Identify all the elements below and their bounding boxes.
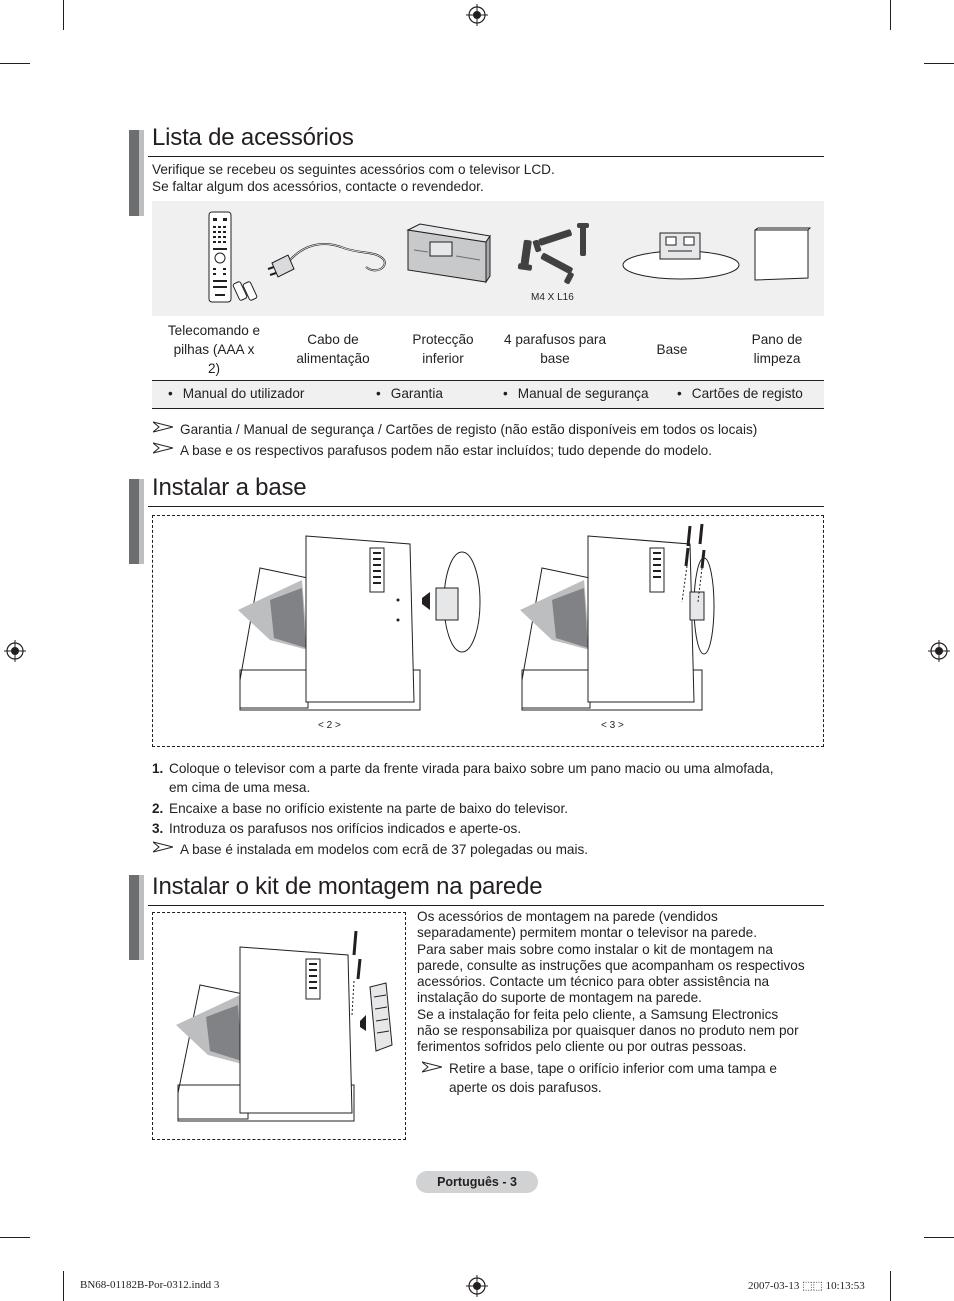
accessory-label: Cabo de alimentação xyxy=(296,332,370,366)
table-rule xyxy=(152,380,824,381)
section-rule xyxy=(148,506,824,507)
power-cord-icon xyxy=(266,225,391,285)
accessory-label: Protecção inferior xyxy=(412,332,474,366)
document-item: • Cartões de registo xyxy=(677,386,803,401)
timestamp-slug: 2007-03-13 ⬚⬚ 10:13:53 xyxy=(748,1280,865,1292)
figure-label: < 3 > xyxy=(601,720,624,731)
note-line: Retire a base, tape o orifício inferior com uma tampa e aperte os dois parafusos. xyxy=(449,1059,777,1097)
document-item: • Garantia xyxy=(376,386,443,401)
note-arrow-icon xyxy=(153,841,173,853)
section-bar xyxy=(129,479,144,564)
registration-mark-icon xyxy=(4,640,26,662)
accessories-intro-line: Verifique se recebeu os seguintes acessórios com o televisor LCD. xyxy=(152,162,555,177)
note-line: A base é instalada em modelos com ecrã de 37 polegadas ou mais. xyxy=(180,841,588,858)
crop-mark xyxy=(890,1271,891,1301)
section-rule xyxy=(148,156,824,157)
remote-control-icon xyxy=(205,210,260,305)
stand-steps xyxy=(152,759,824,838)
step-item: 3. Introduza os parafusos nos orifícios indicados e aperte-os. xyxy=(152,821,522,836)
registration-mark-icon xyxy=(466,4,488,26)
crop-mark xyxy=(924,63,954,64)
file-slug: BN68-01182B-Por-0312.indd 3 xyxy=(80,1279,220,1291)
accessory-label: Pano de limpeza xyxy=(751,332,803,366)
crop-mark xyxy=(890,0,891,30)
wall-mount-text: Os acessórios de montagem na parede (vendidos separadamente) permitem montar o televisor na parede. Para saber mais sobre como instalar o kit de montagem na parede, consulte as instruções que acompanham os respectivos acessórios. Contacte um técnico para obter assistência na instalação do suporte de montagem na parede. Se a instalação for feita pelo cliente, a Samsung Electronics não se responsabiliza por quaisquer danos no produto nem por ferimentos sofridos pelo cliente ou por outras pessoas. xyxy=(417,909,805,1055)
accessory-label: Telecomando e pilhas (AAA x 2) xyxy=(167,322,261,376)
registration-mark-icon xyxy=(928,640,950,662)
wall-mount-illustration xyxy=(170,925,400,1125)
step-item: 1. Coloque o televisor com a parte da frente virada para baixo sobre um pano macio ou uma almofada, em cima de uma mesa. xyxy=(152,761,774,795)
figure-label: < 2 > xyxy=(318,720,341,731)
cleaning-cloth-icon xyxy=(750,226,812,284)
section-bar xyxy=(129,130,144,216)
stand-illustration-step-3 xyxy=(512,522,752,714)
crop-mark xyxy=(0,63,30,64)
accessory-label: Base xyxy=(656,341,688,357)
crop-mark xyxy=(0,1237,30,1238)
section-title-wall-mount: Instalar o kit de montagem na parede xyxy=(152,873,543,900)
screw-spec-label: M4 X L16 xyxy=(531,292,574,303)
note-line: A base e os respectivos parafusos podem não estar incluídos; tudo depende do modelo. xyxy=(180,442,712,459)
note-line: Garantia / Manual de segurança / Cartões de registo (não estão disponíveis em todos os locais) xyxy=(180,421,757,438)
crop-mark xyxy=(63,0,64,30)
section-title-accessories: Lista de acessórios xyxy=(152,124,354,151)
section-rule xyxy=(148,905,824,906)
accessory-label: 4 parafusos para base xyxy=(503,332,607,366)
stand-illustration-step-2 xyxy=(230,530,490,715)
note-arrow-icon xyxy=(422,1061,442,1073)
document-item: • Manual de segurança xyxy=(503,386,649,401)
table-rule xyxy=(152,408,824,409)
accessories-intro-line: Se faltar algum dos acessórios, contacte o revendedor. xyxy=(152,179,484,194)
screws-icon xyxy=(512,220,594,288)
note-arrow-icon xyxy=(153,421,173,433)
registration-mark-icon xyxy=(466,1275,488,1297)
document-item: • Manual do utilizador xyxy=(168,386,305,401)
bottom-cover-icon xyxy=(400,220,492,290)
page-number-badge: Português - 3 xyxy=(416,1171,538,1193)
crop-mark xyxy=(63,1271,64,1301)
section-bar xyxy=(129,875,144,960)
stand-base-icon xyxy=(620,225,742,285)
section-title-stand: Instalar a base xyxy=(152,474,307,501)
note-arrow-icon xyxy=(153,442,173,454)
crop-mark xyxy=(924,1237,954,1238)
step-item: 2. Encaixe a base no orifício existente na parte de baixo do televisor. xyxy=(152,801,568,816)
